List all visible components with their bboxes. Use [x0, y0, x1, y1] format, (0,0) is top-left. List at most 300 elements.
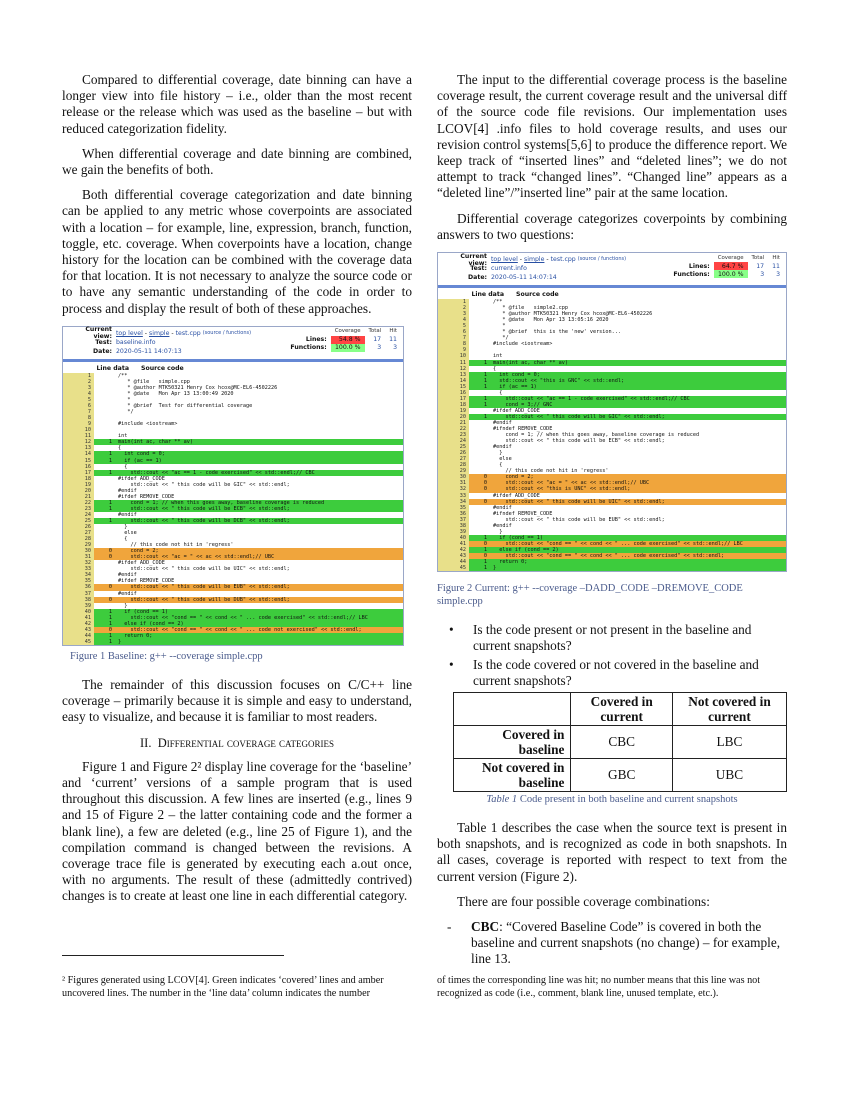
source-text: std::cout << "cond == " << cond << " ... code exercised" << std::endl;// LBC: [115, 615, 403, 621]
source-text: }: [115, 639, 403, 645]
line-number: 17: [438, 396, 469, 402]
line-number: 36: [63, 584, 94, 590]
line-number: 14: [438, 378, 469, 384]
source-text: int: [493, 353, 503, 360]
source-text: else if (cond == 2): [490, 547, 786, 553]
source-text: {: [493, 365, 497, 372]
line-number: 7: [438, 335, 469, 341]
table-cell: GBC: [571, 758, 673, 791]
figure-2-caption: Figure 2 Current: g++ --coverage –DADD_CODE –DREMOVE_CODE simple.cpp: [437, 583, 743, 608]
source-text: if (cond == 1): [490, 535, 786, 541]
source-text: cond = 3;// GNC: [490, 402, 786, 408]
line-number: 39: [438, 529, 469, 535]
line-number: 3: [63, 385, 94, 391]
hit-header: Hit: [772, 254, 780, 261]
right-column: [437, 72, 787, 968]
line-data-header: Line data: [471, 291, 504, 299]
source-text: std::cout << "cond == " << cond << " ... code exercised" << std::endl;: [490, 553, 786, 559]
top-level-link[interactable]: top level: [491, 256, 518, 264]
source-text: }: [493, 450, 503, 457]
line-number: 40: [438, 535, 469, 541]
line-number: 6: [438, 329, 469, 335]
source-text: #ifdef REMOVE_CODE: [118, 493, 175, 500]
test-value: baseline.info: [116, 338, 156, 346]
table-corner: [454, 692, 571, 725]
hit-count: 0: [469, 541, 490, 547]
line-number: 33: [438, 493, 469, 499]
left-column: [62, 72, 412, 914]
line-number: 31: [63, 554, 94, 560]
source-text: std::cout << " this code will be ECB" << std::endl;: [493, 438, 665, 445]
question-text: Is the code present or not present in the baseline and current snapshots?: [473, 622, 752, 654]
line-number: 44: [438, 559, 469, 565]
line-number: 2: [438, 305, 469, 311]
line-number: 34: [63, 572, 94, 578]
source-text: std::cout << " this code will be GIC" << std::endl;: [490, 414, 786, 420]
hit-count: 0: [469, 480, 490, 486]
paragraph: The remainder of this discussion focuses on C/C++ line coverage – primarily because it is simple and easy to understand, easy to visualize, and because it is familiar to most readers.: [62, 676, 412, 725]
paragraph: There are four possible coverage combinations:: [457, 893, 710, 909]
line-number: 21: [63, 494, 94, 500]
source-text: * @author MTK50321 Henry Cox hcox@MC-EL6-4502226: [118, 384, 278, 391]
line-number: 10: [63, 427, 94, 433]
dir-link[interactable]: simple: [524, 256, 545, 264]
hit-header: Hit: [389, 328, 397, 335]
cbc-definition: [437, 919, 787, 968]
source-text: return 0;: [115, 633, 403, 639]
list-item: [437, 622, 787, 654]
lines-total: 17: [756, 262, 765, 270]
line-number: 38: [63, 597, 94, 603]
figure-1-coverage-report: [62, 326, 404, 646]
line-number: 8: [63, 415, 94, 421]
section-heading: [62, 735, 412, 751]
line-number: 34: [438, 499, 469, 505]
hit-count: 1: [469, 360, 490, 366]
source-text: std::cout << " this code will be UIC" << std::endl;: [118, 566, 290, 573]
line-number: 22: [63, 500, 94, 506]
source-text: main(int ac, char ** av): [115, 439, 403, 445]
current-view-label: Current view:: [85, 326, 112, 341]
source-text: *: [493, 323, 506, 330]
source-text: *: [118, 397, 131, 404]
source-text: #endif: [118, 487, 137, 494]
report-header: Current view: top level - simple - test.cpp (source / functions) Test: baseline.info Date: 2020-05-11 14:07:13 Coverage Total Hit Lines: 54.8 % 17 11 Functions: 100.0 % 3 3: [63, 327, 403, 362]
section-title: Differential coverage categories: [157, 735, 334, 750]
source-text: #include <iostream>: [118, 421, 178, 428]
functions-hit: 3: [776, 270, 780, 278]
hit-count: 0: [469, 474, 490, 480]
source-text: #endif: [118, 572, 137, 579]
hit-count: 0: [94, 584, 115, 590]
hit-count: 1: [94, 500, 115, 506]
line-number: 42: [63, 621, 94, 627]
lines-percent: 64.7 %: [714, 262, 748, 270]
date-label: Date:: [468, 274, 487, 282]
hit-count: 1: [469, 414, 490, 420]
hit-count: 1: [94, 506, 115, 512]
line-number: 13: [438, 372, 469, 378]
source-text: * @file simple.cpp: [118, 378, 190, 385]
code-column-headers: [63, 362, 403, 373]
line-number: 24: [63, 512, 94, 518]
line-number: 25: [63, 518, 94, 524]
hit-count: 0: [469, 553, 490, 559]
line-number: 37: [438, 517, 469, 523]
source-text: if (ac == 1): [115, 458, 403, 464]
line-number: 27: [63, 530, 94, 536]
question-list: [437, 622, 787, 689]
line-number: 20: [63, 488, 94, 494]
line-number: 44: [63, 633, 94, 639]
source-text: std::cout << " this code will be GIC" << std::endl;: [118, 481, 290, 488]
line-number: 28: [438, 462, 469, 468]
source-text: #endif: [493, 419, 512, 426]
figure-2-coverage-report: [437, 252, 787, 572]
test-label: Test:: [95, 338, 112, 346]
hit-count: 1: [94, 609, 115, 615]
date-value: 2020-05-11 14:07:13: [116, 347, 182, 355]
source-text: // this code not hit in 'regress': [493, 468, 609, 475]
source-text: #endif: [493, 504, 512, 511]
source-text: #ifdef ADD_CODE: [118, 475, 165, 482]
source-text: #include <iostream>: [493, 341, 553, 348]
test-label: Test:: [470, 265, 487, 273]
hit-count: 1: [94, 621, 115, 627]
source-text: int cond = 0;: [490, 372, 786, 378]
source-text: cond = 1; // when this goes away, baseline coverage is reduced: [493, 432, 700, 439]
line-number: 19: [63, 482, 94, 488]
source-text: {: [118, 445, 122, 452]
section-number: II.: [140, 735, 152, 750]
source-text: #endif: [118, 590, 137, 597]
source-text: int: [118, 433, 128, 440]
table-caption-label: Table 1: [486, 793, 518, 805]
source-text: #ifndef REMOVE_CODE: [493, 426, 553, 433]
line-number: 21: [438, 420, 469, 426]
line-number: 42: [438, 547, 469, 553]
source-text: std::cout << " this code will be ECB" << std::endl;: [115, 506, 403, 512]
table-cell: CBC: [571, 725, 673, 758]
source-code-header: Source code: [141, 364, 184, 372]
test-value: current.info: [491, 265, 527, 273]
source-text: cond = 1; // when this goes away, baseline coverage is reduced: [115, 500, 403, 506]
hit-count: 1: [94, 518, 115, 524]
source-text: * @date Mon Apr 13 13:05:16 2020: [493, 317, 609, 324]
functions-label: Functions:: [673, 270, 710, 278]
line-number: 14: [63, 451, 94, 457]
line-number: 38: [438, 523, 469, 529]
source-text: #endif: [493, 444, 512, 451]
hit-count: 1: [469, 547, 490, 553]
line-number: 45: [438, 565, 469, 571]
hit-count: 0: [94, 627, 115, 633]
line-number: 1: [438, 299, 469, 305]
hit-count: 1: [469, 372, 490, 378]
functions-percent: 100.0 %: [331, 344, 365, 352]
line-number: 13: [63, 445, 94, 451]
footnote-right: of times the corresponding line was hit; no number means that this line was not recognized as code (i.e., comment, blank line, unused template, etc.).: [437, 975, 761, 999]
footnote-left: ² Figures generated using LCOV[4]. Green indicates ‘covered’ lines and amber uncovered lines. The number in the ‘line data’ column indicates the number: [62, 975, 384, 999]
hit-count: 1: [94, 439, 115, 445]
line-number: 8: [438, 341, 469, 347]
source-text: }: [118, 602, 128, 609]
line-number: 36: [438, 511, 469, 517]
line-number: 32: [63, 560, 94, 566]
line-number: 29: [438, 468, 469, 474]
table-cell: UBC: [672, 758, 786, 791]
line-number: 5: [63, 397, 94, 403]
line-number: 31: [438, 480, 469, 486]
col-header-not-covered-current: Not covered in current: [672, 692, 786, 725]
functions-total: 3: [377, 344, 382, 352]
hit-count: 1: [469, 535, 490, 541]
bullet-icon: •: [449, 622, 454, 638]
source-text: #endif: [493, 522, 512, 529]
line-number: 5: [438, 323, 469, 329]
source-text: std::cout << "cond == " << cond << " ... code not exercised" << std::endl;: [115, 627, 403, 633]
cbc-text: : “Covered Baseline Code” is covered in both the baseline and current snapshots (no change) – for example, line 13.: [471, 918, 781, 967]
source-text: cond = 2;: [115, 548, 403, 554]
line-number: 23: [438, 432, 469, 438]
line-number: 11: [438, 360, 469, 366]
source-text: * @author MTK50321 Henry Cox hcox@MC-EL6-4502226: [493, 311, 653, 318]
source-text: */: [493, 335, 509, 342]
source-text: #endif: [118, 511, 137, 518]
line-number: 11: [63, 433, 94, 439]
source-text: cond = 2;: [490, 474, 786, 480]
bullet-icon: •: [449, 656, 454, 672]
source-text: }: [118, 524, 128, 531]
lines-percent: 54.8 %: [331, 336, 365, 344]
line-number: 23: [63, 506, 94, 512]
source-text: std::cout << "cond == " << cond << " ... code exercised" << std::endl;// LBC: [490, 541, 786, 547]
line-number: 30: [63, 548, 94, 554]
line-number: 16: [63, 464, 94, 470]
coverage-category-table: [453, 692, 787, 792]
paragraph: Table 1 describes the case when the source text is present in both snapshots, and is recognized as code in both snapshots. In all cases, coverage is reported with respect to text from the current version (Figure 2).: [437, 819, 787, 884]
source-functions-link[interactable]: (source / functions): [577, 256, 627, 263]
total-header: Total: [368, 328, 382, 335]
line-number: 22: [438, 426, 469, 432]
line-number: 25: [438, 444, 469, 450]
line-number: 26: [438, 450, 469, 456]
line-number: 26: [63, 524, 94, 530]
paragraph: Both differential coverage categorization and date binning can be applied to any metric whose coverpoints are associated with a location – for example, line, expression, branch, function, toggle, etc. coverage. When coverpoints have a location, change history for the location can be combined with the coverage data for that location. It is not necessary to analyze the source code or to have any semantic understanding of the code in order to process and display the result of both of these approaches.: [62, 187, 412, 316]
hit-count: 1: [94, 470, 115, 476]
line-number: 28: [63, 536, 94, 542]
hit-count: 1: [469, 565, 490, 571]
top-level-link[interactable]: top level: [116, 329, 143, 337]
lines-hit: 11: [389, 336, 397, 344]
line-number: 30: [438, 474, 469, 480]
functions-percent: 100.0 %: [714, 270, 748, 278]
source-text: */: [118, 409, 134, 416]
lines-total: 17: [373, 336, 382, 344]
source-text: else: [118, 530, 137, 537]
lines-label: Lines:: [305, 336, 327, 344]
code-line: [63, 639, 403, 645]
functions-label: Functions:: [290, 344, 327, 352]
line-number: 15: [438, 384, 469, 390]
code-listing: [63, 373, 403, 645]
coverage-stats: [669, 254, 784, 278]
source-text: std::cout << "this is UNC" << std::endl;: [490, 486, 786, 492]
source-text: #ifndef REMOVE_CODE: [493, 510, 553, 517]
line-number: 24: [438, 438, 469, 444]
source-text: // this code not hit in 'regress': [118, 542, 234, 549]
line-number: 40: [63, 609, 94, 615]
file-name: test.cpp: [550, 256, 576, 264]
source-text: }: [490, 565, 786, 571]
code-line: [438, 565, 786, 571]
row-header-not-covered-baseline: Not covered in baseline: [454, 758, 571, 791]
line-number: 18: [438, 402, 469, 408]
lines-hit: 11: [772, 262, 780, 270]
source-text: * @file simple2.cpp: [493, 305, 568, 312]
source-text: std::cout << " this code will be EUB" << std::endl;: [115, 584, 403, 590]
cbc-term: CBC: [471, 918, 500, 934]
hit-count: 0: [94, 548, 115, 554]
source-text: * @brief Test for differential coverage: [118, 403, 253, 410]
line-number: 41: [63, 615, 94, 621]
line-number: 10: [438, 353, 469, 359]
hit-count: 1: [469, 402, 490, 408]
line-number: 6: [63, 403, 94, 409]
dash-marker: -: [447, 918, 452, 934]
source-text: return 0;: [490, 559, 786, 565]
functions-hit: 3: [393, 344, 397, 352]
code-column-headers: [438, 288, 786, 299]
table-1-caption: [437, 793, 787, 806]
hit-count: 0: [94, 597, 115, 603]
paragraph: Differential coverage categorizes coverpoints by combining answers to two questions:: [437, 210, 787, 242]
hit-count: 1: [469, 378, 490, 384]
figure-1-caption: Figure 1 Baseline: g++ --coverage simple.cpp: [70, 650, 263, 662]
line-number: 15: [63, 458, 94, 464]
source-text: if (cond == 1): [115, 609, 403, 615]
source-text: /**: [493, 299, 503, 306]
source-text: }: [493, 528, 503, 535]
line-number: 1: [63, 373, 94, 379]
dir-link[interactable]: simple: [149, 329, 170, 337]
line-number: 9: [63, 421, 94, 427]
source-text: {: [118, 536, 128, 543]
source-text: std::cout << "ac == 1 - code exercised" << std::endl;// CBC: [115, 470, 403, 476]
line-number: 7: [63, 409, 94, 415]
hit-count: 0: [469, 499, 490, 505]
source-text: else if (cond == 2): [115, 621, 403, 627]
hit-count: 1: [94, 458, 115, 464]
line-number: 35: [438, 505, 469, 511]
line-number: 33: [63, 566, 94, 572]
hit-count: 0: [469, 486, 490, 492]
file-name: test.cpp: [175, 329, 201, 337]
source-text: {: [118, 463, 128, 470]
source-text: std::cout << " this code will be DUB" << std::endl;: [115, 597, 403, 603]
source-text: #ifdef ADD_CODE: [493, 407, 540, 414]
source-text: std::cout << "ac = " << ac << std::endl;// UBC: [115, 554, 403, 560]
source-code-header: Source code: [516, 291, 559, 299]
source-text: std::cout << " this code will be UIC" << std::endl;: [490, 499, 786, 505]
line-number: 4: [438, 317, 469, 323]
hit-count: 1: [94, 639, 115, 645]
source-text: {: [493, 462, 503, 469]
paragraph: The input to the differential coverage process is the baseline coverage result, the current coverage result and the universal diff of the source code file revisions. Our implementation uses LCOV[4] .info files to hold coverage results, and uses our revision control systems[5,6] to produce the difference report. We keep track of “inserted lines” and “deleted lines”; we do not attempt to track “changed lines”. “Changed line” appears as a “deleted line”/”inserted line” pair at the same location.: [437, 72, 787, 201]
source-text: #ifdef REMOVE_CODE: [118, 578, 175, 585]
hit-count: 1: [469, 396, 490, 402]
source-text: #ifdef ADD_CODE: [493, 492, 540, 499]
hit-count: 1: [469, 559, 490, 565]
line-number: 32: [438, 486, 469, 492]
line-number: 18: [63, 476, 94, 482]
current-view-label: Current view:: [460, 252, 487, 267]
source-text: std::cout << " this code will be EUB" << std::endl;: [493, 516, 665, 523]
source-text: /**: [118, 372, 128, 379]
source-text: main(int ac, char ** av): [490, 360, 786, 366]
date-value: 2020-05-11 14:07:14: [491, 274, 557, 282]
coverage-header: Coverage: [334, 328, 361, 335]
hit-count: 0: [94, 554, 115, 560]
source-text: #ifdef ADD_CODE: [118, 560, 165, 567]
line-number: 45: [63, 639, 94, 645]
source-text: int cond = 0;: [115, 451, 403, 457]
report-header: Current view: top level - simple - test.cpp (source / functions) Test: current.info Date: 2020-05-11 14:07:14 Coverage Total Hit Lines: 64.7 % 17 11 Functions: 100.0 % 3 3: [438, 253, 786, 288]
line-number: 12: [63, 439, 94, 445]
source-text: std::cout << " this code will be DCB" << std::endl;: [115, 518, 403, 524]
line-number: 41: [438, 541, 469, 547]
line-number: 27: [438, 456, 469, 462]
source-text: std::cout << "ac == 1 - code exercised" << std::endl;// CBC: [490, 396, 786, 402]
line-number: 17: [63, 470, 94, 476]
hit-count: 1: [94, 633, 115, 639]
line-number: 39: [63, 603, 94, 609]
hit-count: 1: [94, 615, 115, 621]
code-listing: [438, 299, 786, 571]
line-number: 2: [63, 379, 94, 385]
question-text: Is the code covered or not covered in the baseline and current snapshots?: [473, 656, 759, 688]
line-number: 29: [63, 542, 94, 548]
source-text: * @brief this is the 'new' version...: [493, 329, 622, 336]
source-text: else: [493, 456, 512, 463]
source-text: std::cout << "this is GNC" << std::endl;: [490, 378, 786, 384]
line-number: 9: [438, 347, 469, 353]
hit-count: 1: [94, 451, 115, 457]
total-header: Total: [751, 254, 765, 261]
coverage-stats: [286, 328, 401, 352]
line-number: 3: [438, 311, 469, 317]
source-text: * @date Mon Apr 13 13:00:49 2020: [118, 390, 234, 397]
line-number: 12: [438, 366, 469, 372]
source-functions-link[interactable]: (source / functions): [202, 329, 252, 336]
line-number: 16: [438, 390, 469, 396]
source-text: std::cout << "ac = " << ac << std::endl;// UBC: [490, 480, 786, 486]
list-item: [437, 657, 787, 689]
line-number: 4: [63, 391, 94, 397]
line-number: 37: [63, 591, 94, 597]
lines-label: Lines:: [688, 262, 710, 270]
paragraph: When differential coverage and date binning are combined, we gain the benefits of both.: [62, 145, 412, 178]
functions-total: 3: [760, 270, 765, 278]
col-header-covered-current: Covered in current: [571, 692, 673, 725]
row-header-covered-baseline: Covered in baseline: [454, 725, 571, 758]
source-text: {: [493, 389, 503, 396]
coverage-header: Coverage: [717, 254, 744, 261]
line-number: 43: [63, 627, 94, 633]
table-caption-text: Code present in both baseline and current snapshots: [519, 793, 738, 805]
table-cell: LBC: [672, 725, 786, 758]
source-text: if (ac == 1): [490, 384, 786, 390]
